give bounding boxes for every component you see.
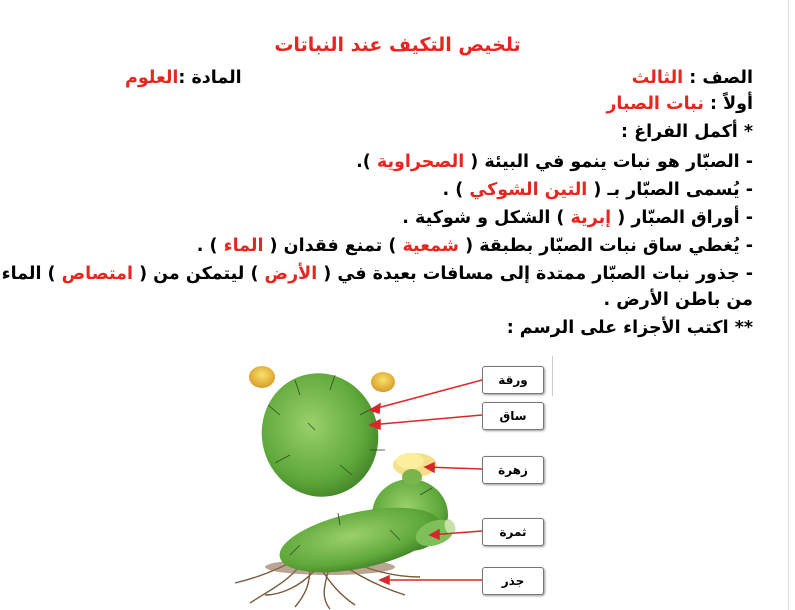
sentence-text: - أوراق الصبّار (	[611, 208, 753, 228]
answer-text: شمعية	[402, 236, 460, 256]
bud-left	[249, 366, 275, 388]
sentence-5	[2, 262, 753, 286]
answer-text: التين الشوكي	[469, 180, 588, 200]
section1-label: أولاً :	[703, 94, 753, 114]
sentence-3	[402, 206, 753, 230]
grade-line	[632, 66, 753, 90]
subject-label: المادة :	[178, 68, 242, 88]
root-label-box: جذر	[482, 567, 544, 595]
sentence-text: ) الشكل و شوكية .	[402, 208, 571, 228]
answer-text: الماء	[223, 236, 264, 256]
sentence-text: ) ليتمكن من (	[132, 264, 265, 284]
page-edge	[788, 0, 789, 610]
answer-text: الصحراوية	[376, 152, 465, 172]
answer-text: الأرض	[264, 264, 318, 284]
leaf-label-box: ورقة	[482, 366, 544, 394]
fill-heading: * أكمل الفراغ :	[621, 122, 753, 142]
sentence-text: ).	[356, 152, 377, 172]
answer-text: إبرية	[570, 208, 612, 228]
flower-label-box: زهرة	[482, 456, 544, 484]
answer-text: امتصاص	[61, 264, 133, 284]
sentence-text: - جذور نبات الصبّار ممتدة إلى مسافات بعيدة في (	[317, 264, 753, 284]
stem-label-box: ساق	[482, 402, 544, 430]
sentence-text: - يُسمى الصبّار بـ (	[587, 180, 753, 200]
sentence-5-continued: من باطن الأرض .	[603, 290, 753, 310]
bud-right	[371, 372, 395, 392]
sentence-text: ) الماء	[1, 264, 62, 284]
section1-value: نبات الصبار	[606, 94, 704, 114]
grade-value: الثالث	[631, 68, 684, 88]
grade-label: الصف :	[683, 68, 753, 88]
labels-heading: ** اكتب الأجزاء على الرسم :	[506, 318, 753, 338]
sentence-4	[197, 234, 753, 258]
divider-mark	[552, 356, 553, 396]
sentence-text: - يُغطي ساق نبات الصبّار بطبقة (	[459, 236, 753, 256]
section1-heading	[606, 92, 753, 116]
sentence-text: ) .	[196, 236, 224, 256]
sentence-1	[356, 150, 753, 174]
sentence-text: - الصبّار هو نبات ينمو في البيئة (	[464, 152, 753, 172]
sentence-text: ) .	[442, 180, 470, 200]
fruit-label-box: ثمرة	[482, 518, 544, 546]
subject-value: العلوم	[125, 68, 179, 88]
sentence-text: ) تمنع فقدان (	[263, 236, 403, 256]
subject-line	[125, 66, 242, 90]
worksheet-title: تلخيص التكيف عند النباتات	[274, 34, 521, 56]
sentence-2	[443, 178, 753, 202]
